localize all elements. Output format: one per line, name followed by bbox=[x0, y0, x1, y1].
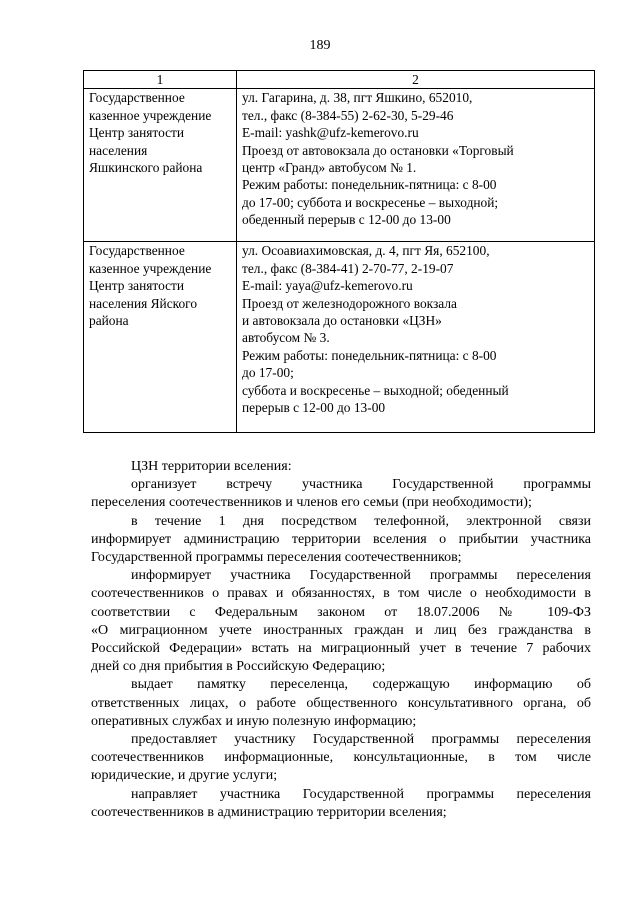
column-header-1: 1 bbox=[84, 71, 237, 89]
page-number: 189 bbox=[309, 38, 331, 53]
text-line: Государственной программы переселения соотечественников; bbox=[91, 550, 462, 566]
text-line: ответственных лицах, о работе общественного консультативного органа, об bbox=[91, 695, 591, 711]
directions-line: центр «Гранд» автобусом № 1. bbox=[242, 160, 417, 176]
text-line: оперативных службах и иную полезную информацию; bbox=[91, 713, 417, 729]
text-line: Российской Федерации» встать на миграционный учет в течение 7 рабочих bbox=[91, 641, 591, 657]
directions-line: Проезд от автовокзала до остановки «Торговый bbox=[242, 142, 514, 158]
phone-line: тел., факс (8-384-55) 2-62-30, 5-29-46 bbox=[242, 107, 454, 123]
directions-line: и автовокзала до остановки «ЦЗН» bbox=[242, 313, 442, 329]
institution-name-cell bbox=[84, 89, 237, 242]
text-line: ЦЗН территории вселения: bbox=[131, 459, 292, 474]
text-line: соответствии с Федеральным законом от 18.07.2006 № 109-ФЗ bbox=[91, 604, 591, 620]
institution-info-cell bbox=[237, 89, 595, 242]
text-line: информирует администрацию территории вселения о прибытии участника bbox=[91, 531, 591, 547]
cell-line: Яшкинского района bbox=[89, 160, 203, 176]
cell-line: казенное учреждение bbox=[89, 107, 212, 123]
text-line: информирует участника Государственной программы переселения bbox=[131, 568, 591, 584]
table-header-row bbox=[84, 71, 595, 89]
address-line: ул. Осоавиахимовская, д. 4, пгт Яя, 652100, bbox=[242, 243, 490, 259]
directions-line: автобусом № 3. bbox=[242, 330, 330, 346]
text-line: соотечественников в администрацию территории вселения; bbox=[91, 804, 447, 820]
table-row bbox=[84, 242, 595, 433]
cell-line: Центр занятости bbox=[89, 125, 185, 141]
text-line: соотечественников информационные, консультационные, в том числе bbox=[91, 750, 591, 766]
table-row bbox=[84, 89, 595, 242]
paragraph-services bbox=[91, 731, 591, 786]
cell-line: населения Яйского bbox=[89, 295, 198, 311]
text-line: «О миграционном учете иностранных граждан и лиц без гражданства в bbox=[91, 622, 591, 638]
schedule-line: Режим работы: понедельник-пятница: с 8-00 bbox=[242, 347, 497, 363]
paragraph-notification bbox=[91, 513, 591, 568]
paragraph-meeting bbox=[91, 476, 591, 512]
cell-line: Государственное bbox=[89, 243, 185, 259]
email-line: E-mail: yaya@ufz-kemerovo.ru bbox=[242, 278, 413, 294]
schedule-line: Режим работы: понедельник-пятница: с 8-00 bbox=[242, 177, 497, 193]
schedule-line: до 17-00; суббота и воскресенье – выходной; bbox=[242, 194, 499, 210]
body-text bbox=[91, 458, 591, 822]
schedule-line: до 17-00; bbox=[242, 365, 294, 381]
schedule-line: обеденный перерыв с 12-00 до 13-00 bbox=[242, 212, 451, 228]
cell-line: населения bbox=[89, 142, 148, 158]
schedule-line: перерыв с 12-00 до 13-00 bbox=[242, 400, 386, 416]
schedule-line: суббота и воскресенье – выходной; обеденный bbox=[242, 382, 509, 398]
cell-line: казенное учреждение bbox=[89, 260, 212, 276]
text-line: юридические, и другие услуги; bbox=[91, 768, 278, 784]
institution-name-cell bbox=[84, 242, 237, 433]
paragraph-intro bbox=[91, 458, 591, 476]
text-line: дней со дня прибытия в Российскую Федерацию; bbox=[91, 659, 386, 675]
paragraph-memo bbox=[91, 676, 591, 731]
institution-info-cell bbox=[237, 242, 595, 433]
text-line: предоставляет участнику Государственной программы переселения bbox=[131, 732, 591, 748]
column-header-2: 2 bbox=[237, 71, 595, 89]
cell-line: Государственное bbox=[89, 90, 185, 106]
text-line: переселения соотечественников и членов его семьи (при необходимости); bbox=[91, 495, 532, 511]
cell-line: Центр занятости bbox=[89, 278, 185, 294]
phone-line: тел., факс (8-384-41) 2-70-77, 2-19-07 bbox=[242, 260, 454, 276]
paragraph-referral bbox=[91, 786, 591, 822]
text-line: направляет участника Государственной программы переселения bbox=[131, 786, 591, 802]
paragraph-rights bbox=[91, 567, 591, 676]
contacts-table bbox=[83, 70, 595, 433]
address-line: ул. Гагарина, д. 38, пгт Яшкино, 652010, bbox=[242, 90, 473, 106]
directions-line: Проезд от железнодорожного вокзала bbox=[242, 295, 457, 311]
email-line: E-mail: yashk@ufz-kemerovo.ru bbox=[242, 125, 419, 141]
text-line: в течение 1 дня посредством телефонной, электронной связи bbox=[131, 513, 591, 529]
text-line: организует встречу участника Государственной программы bbox=[131, 477, 591, 493]
text-line: выдает памятку переселенца, содержащую информацию об bbox=[131, 677, 591, 693]
cell-line: района bbox=[89, 313, 129, 329]
text-line: соотечественников о правах и обязанностях, в том числе о необходимости в bbox=[91, 586, 591, 602]
